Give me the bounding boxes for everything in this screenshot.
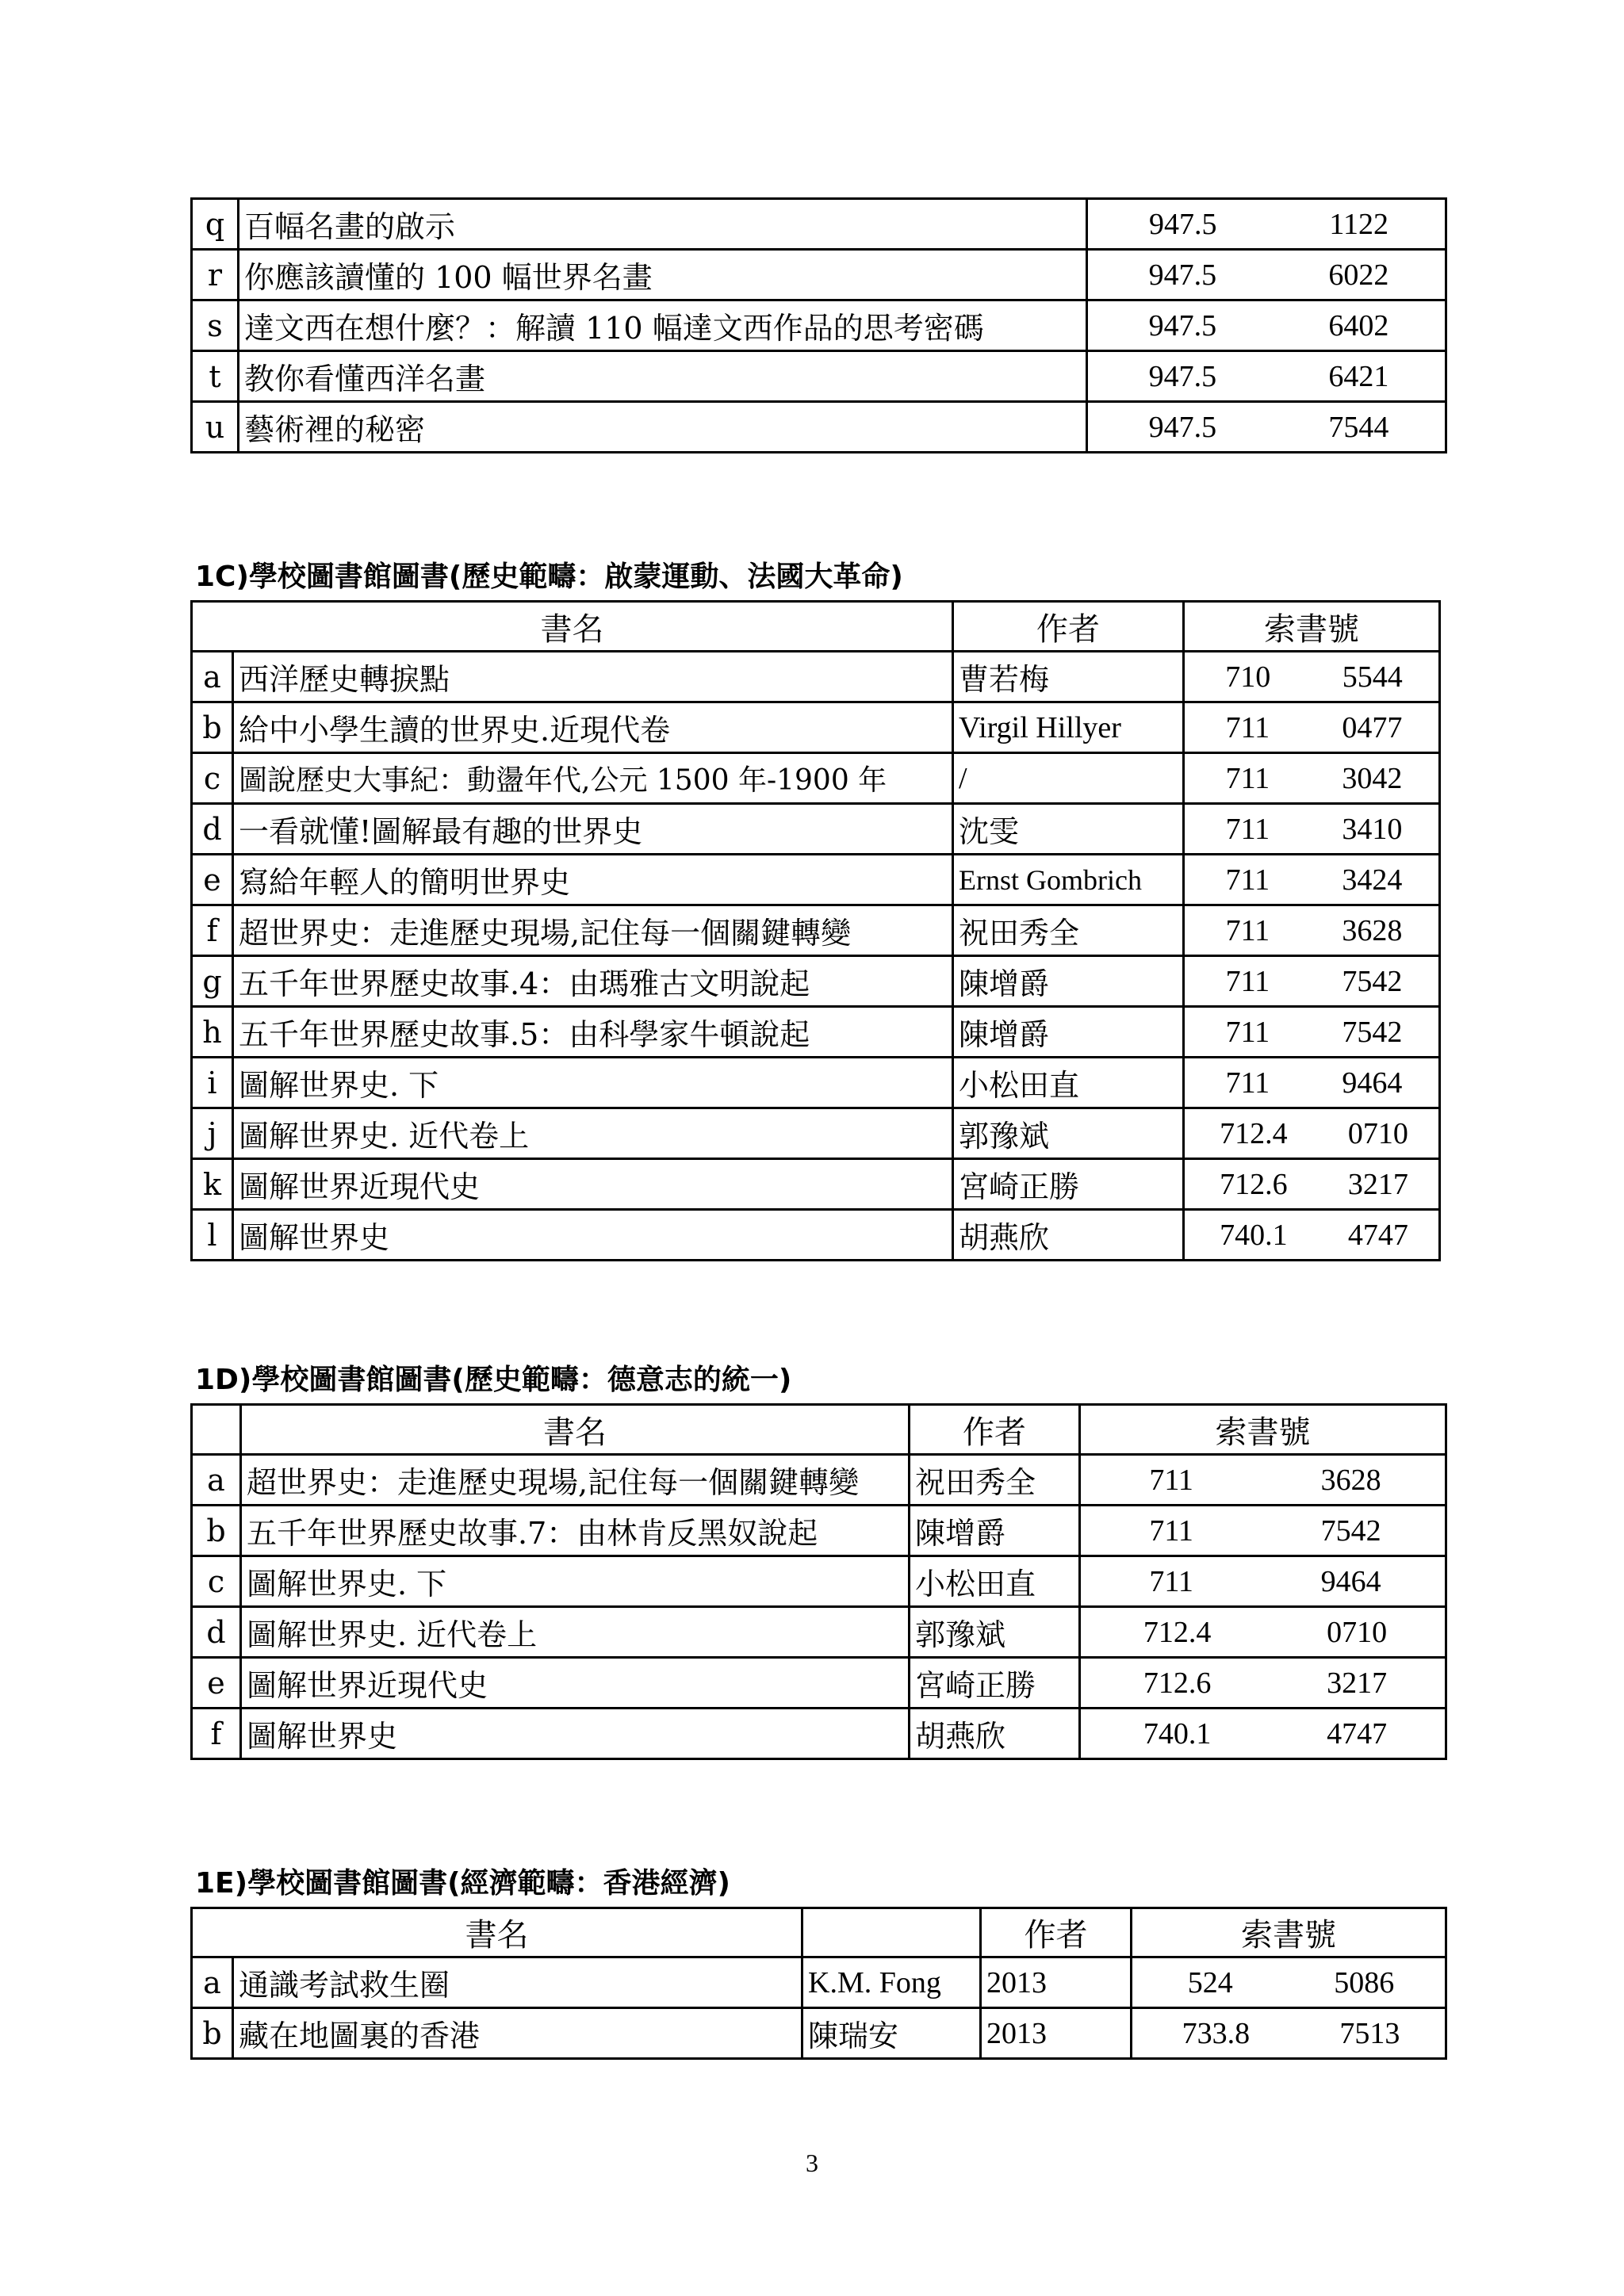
book-number: 5544 bbox=[1342, 660, 1403, 694]
book-number: 3628 bbox=[1320, 1463, 1381, 1497]
book-author: 祝田秀全 bbox=[910, 1455, 1080, 1506]
row-letter: j bbox=[192, 1108, 233, 1159]
header-title: 書名 bbox=[241, 1405, 910, 1455]
row-letter: r bbox=[192, 250, 239, 300]
call-number bbox=[1184, 652, 1440, 702]
row-letter: d bbox=[192, 804, 233, 855]
table-row bbox=[192, 402, 1446, 453]
row-letter: b bbox=[192, 702, 233, 753]
row-letter: b bbox=[192, 2008, 233, 2059]
book-title: 百幅名畫的啟示 bbox=[239, 199, 1087, 250]
book-number: 6421 bbox=[1328, 359, 1389, 393]
row-letter: s bbox=[192, 300, 239, 351]
table-row bbox=[192, 1108, 1440, 1159]
call-number bbox=[1184, 702, 1440, 753]
book-number: 3217 bbox=[1327, 1666, 1388, 1700]
class-number: 733.8 bbox=[1182, 2016, 1251, 2050]
book-title: 藏在地圖裏的香港 bbox=[233, 2008, 802, 2059]
book-title: 圖解世界史. 下 bbox=[233, 1058, 953, 1108]
header-author: 作者 bbox=[953, 602, 1184, 652]
table-row bbox=[192, 1159, 1440, 1210]
book-title: 超世界史：走進歷史現場,記住每一個關鍵轉變 bbox=[233, 905, 953, 956]
class-number: 711 bbox=[1225, 1015, 1270, 1049]
book-number: 0710 bbox=[1347, 1116, 1408, 1150]
header-blank bbox=[192, 1405, 241, 1455]
call-number bbox=[1087, 402, 1446, 453]
book-title: 圖解世界近現代史 bbox=[241, 1658, 910, 1709]
book-title: 通識考試救生圈 bbox=[233, 1957, 802, 2008]
header-call-number: 索書號 bbox=[1080, 1405, 1446, 1455]
row-letter: h bbox=[192, 1007, 233, 1058]
call-number bbox=[1184, 855, 1440, 905]
book-title: 圖說歷史大事紀：動盪年代,公元 1500 年-1900 年 bbox=[233, 753, 953, 804]
book-number: 3424 bbox=[1342, 863, 1403, 897]
book-title: 寫給年輕人的簡明世界史 bbox=[233, 855, 953, 905]
table-row bbox=[192, 1007, 1440, 1058]
book-title: 五千年世界歷史故事.5：由科學家牛頓說起 bbox=[233, 1007, 953, 1058]
row-letter: e bbox=[192, 855, 233, 905]
book-number: 4747 bbox=[1347, 1218, 1408, 1252]
class-number: 947.5 bbox=[1148, 359, 1217, 393]
row-letter: d bbox=[192, 1607, 241, 1658]
call-number bbox=[1184, 1210, 1440, 1261]
book-author: Ernst Gombrich bbox=[953, 855, 1184, 905]
book-title: 圖解世界史 bbox=[241, 1709, 910, 1759]
book-title: 五千年世界歷史故事.7：由林肯反黑奴說起 bbox=[241, 1506, 910, 1556]
book-number: 9464 bbox=[1342, 1066, 1403, 1100]
call-number bbox=[1184, 1108, 1440, 1159]
book-author: 陳增爵 bbox=[953, 1007, 1184, 1058]
class-number: 711 bbox=[1225, 964, 1270, 998]
header-blank bbox=[802, 1908, 981, 1957]
table-row bbox=[192, 199, 1446, 250]
table-row bbox=[192, 1607, 1446, 1658]
table-row bbox=[192, 1709, 1446, 1759]
class-number: 711 bbox=[1225, 1066, 1270, 1100]
header-call-number: 索書號 bbox=[1132, 1908, 1446, 1957]
table-1e bbox=[190, 1907, 1447, 2060]
book-number: 7542 bbox=[1342, 964, 1403, 998]
table-row bbox=[192, 250, 1446, 300]
table-row bbox=[192, 1455, 1446, 1506]
book-number: 7542 bbox=[1320, 1513, 1381, 1548]
book-number: 3042 bbox=[1342, 761, 1403, 795]
book-year: 2013 bbox=[981, 2008, 1132, 2059]
call-number bbox=[1132, 2008, 1446, 2059]
book-number: 7544 bbox=[1328, 410, 1389, 444]
book-title: 你應該讀懂的 100 幅世界名畫 bbox=[239, 250, 1087, 300]
table-q-u bbox=[190, 197, 1447, 453]
call-number bbox=[1184, 1058, 1440, 1108]
book-number: 3410 bbox=[1342, 812, 1403, 846]
table-header-row bbox=[192, 1908, 1446, 1957]
call-number bbox=[1087, 250, 1446, 300]
row-letter: a bbox=[192, 652, 233, 702]
class-number: 712.4 bbox=[1220, 1116, 1288, 1150]
row-letter: a bbox=[192, 1455, 241, 1506]
page-number: 3 bbox=[806, 2149, 818, 2177]
book-number: 0710 bbox=[1327, 1615, 1388, 1649]
book-number: 3628 bbox=[1342, 913, 1403, 947]
class-number: 711 bbox=[1149, 1463, 1193, 1497]
table-row bbox=[192, 1506, 1446, 1556]
header-author: 作者 bbox=[910, 1405, 1080, 1455]
book-number: 6402 bbox=[1328, 308, 1389, 342]
table-row bbox=[192, 702, 1440, 753]
row-letter: t bbox=[192, 351, 239, 402]
book-number: 5086 bbox=[1334, 1965, 1395, 1999]
table-row bbox=[192, 1957, 1446, 2008]
table-header-row bbox=[192, 602, 1440, 652]
class-number: 711 bbox=[1225, 812, 1270, 846]
table-row bbox=[192, 753, 1440, 804]
book-author: 宮崎正勝 bbox=[953, 1159, 1184, 1210]
table-row bbox=[192, 2008, 1446, 2059]
book-author: 陳增爵 bbox=[910, 1506, 1080, 1556]
class-number: 947.5 bbox=[1148, 308, 1217, 342]
book-number: 4747 bbox=[1327, 1716, 1388, 1751]
table-row bbox=[192, 1058, 1440, 1108]
book-title: 圖解世界史. 近代卷上 bbox=[233, 1108, 953, 1159]
class-number: 711 bbox=[1149, 1513, 1193, 1548]
table-row bbox=[192, 1658, 1446, 1709]
call-number bbox=[1080, 1455, 1446, 1506]
class-number: 712.4 bbox=[1143, 1615, 1212, 1649]
book-number: 7542 bbox=[1342, 1015, 1403, 1049]
call-number bbox=[1184, 1007, 1440, 1058]
book-title: 圖解世界史. 近代卷上 bbox=[241, 1607, 910, 1658]
book-title: 圖解世界史. 下 bbox=[241, 1556, 910, 1607]
book-author: 陳瑞安 bbox=[802, 2008, 981, 2059]
book-title: 達文西在想什麼？：解讀 110 幅達文西作品的思考密碼 bbox=[239, 300, 1087, 351]
book-number: 3217 bbox=[1347, 1167, 1408, 1201]
call-number bbox=[1184, 753, 1440, 804]
table-1c bbox=[190, 600, 1441, 1261]
class-number: 740.1 bbox=[1220, 1218, 1288, 1252]
book-author: 胡燕欣 bbox=[953, 1210, 1184, 1261]
book-number: 0477 bbox=[1342, 710, 1403, 744]
book-author: / bbox=[953, 753, 1184, 804]
call-number bbox=[1184, 905, 1440, 956]
class-number: 711 bbox=[1225, 761, 1270, 795]
call-number bbox=[1132, 1957, 1446, 2008]
row-letter: l bbox=[192, 1210, 233, 1261]
class-number: 711 bbox=[1149, 1564, 1193, 1598]
book-author: 沈雯 bbox=[953, 804, 1184, 855]
row-letter: e bbox=[192, 1658, 241, 1709]
row-letter: b bbox=[192, 1506, 241, 1556]
row-letter: a bbox=[192, 1957, 233, 2008]
header-author: 作者 bbox=[981, 1908, 1132, 1957]
book-author: Virgil Hillyer bbox=[953, 702, 1184, 753]
book-title: 給中小學生讀的世界史.近現代卷 bbox=[233, 702, 953, 753]
book-author: 祝田秀全 bbox=[953, 905, 1184, 956]
book-title: 圖解世界史 bbox=[233, 1210, 953, 1261]
row-letter: c bbox=[192, 1556, 241, 1607]
row-letter: f bbox=[192, 1709, 241, 1759]
book-author: 郭豫斌 bbox=[910, 1607, 1080, 1658]
book-author: 宮崎正勝 bbox=[910, 1658, 1080, 1709]
book-title: 圖解世界近現代史 bbox=[233, 1159, 953, 1210]
book-title: 西洋歷史轉捩點 bbox=[233, 652, 953, 702]
class-number: 711 bbox=[1225, 863, 1270, 897]
header-title: 書名 bbox=[192, 602, 953, 652]
book-author: 曹若梅 bbox=[953, 652, 1184, 702]
table-header-row bbox=[192, 1405, 1446, 1455]
call-number bbox=[1087, 300, 1446, 351]
row-letter: q bbox=[192, 199, 239, 250]
section-title-1d: 1D)學校圖書館圖書(歷史範疇：德意志的統一) bbox=[195, 1364, 792, 1396]
call-number bbox=[1087, 199, 1446, 250]
class-number: 947.5 bbox=[1148, 410, 1217, 444]
row-letter: f bbox=[192, 905, 233, 956]
call-number bbox=[1184, 804, 1440, 855]
book-title: 超世界史：走進歷史現場,記住每一個關鍵轉變 bbox=[241, 1455, 910, 1506]
call-number bbox=[1080, 1556, 1446, 1607]
table-row bbox=[192, 804, 1440, 855]
book-title: 一看就懂!圖解最有趣的世界史 bbox=[233, 804, 953, 855]
table-1d bbox=[190, 1403, 1447, 1760]
section-title-1c: 1C)學校圖書館圖書(歷史範疇：啟蒙運動、法國大革命) bbox=[195, 561, 903, 593]
table-row bbox=[192, 1556, 1446, 1607]
row-letter: g bbox=[192, 956, 233, 1007]
book-number: 1122 bbox=[1329, 207, 1389, 241]
book-title: 藝術裡的秘密 bbox=[239, 402, 1087, 453]
table-row bbox=[192, 855, 1440, 905]
row-letter: u bbox=[192, 402, 239, 453]
row-letter: i bbox=[192, 1058, 233, 1108]
header-call-number: 索書號 bbox=[1184, 602, 1440, 652]
call-number bbox=[1080, 1607, 1446, 1658]
book-author: 胡燕欣 bbox=[910, 1709, 1080, 1759]
class-number: 712.6 bbox=[1143, 1666, 1212, 1700]
table-row bbox=[192, 351, 1446, 402]
call-number bbox=[1080, 1506, 1446, 1556]
row-letter: k bbox=[192, 1159, 233, 1210]
class-number: 710 bbox=[1225, 660, 1271, 694]
class-number: 524 bbox=[1187, 1965, 1233, 1999]
row-letter: c bbox=[192, 753, 233, 804]
book-number: 7513 bbox=[1339, 2016, 1400, 2050]
class-number: 712.6 bbox=[1220, 1167, 1288, 1201]
book-author: 郭豫斌 bbox=[953, 1108, 1184, 1159]
header-title: 書名 bbox=[192, 1908, 802, 1957]
table-row bbox=[192, 956, 1440, 1007]
book-author: 陳增爵 bbox=[953, 956, 1184, 1007]
call-number bbox=[1087, 351, 1446, 402]
section-title-1e: 1E)學校圖書館圖書(經濟範疇：香港經濟) bbox=[195, 1867, 731, 1900]
table-row bbox=[192, 1210, 1440, 1261]
book-title: 五千年世界歷史故事.4：由瑪雅古文明說起 bbox=[233, 956, 953, 1007]
call-number bbox=[1184, 956, 1440, 1007]
book-year: 2013 bbox=[981, 1957, 1132, 2008]
book-number: 6022 bbox=[1328, 258, 1389, 292]
book-author: K.M. Fong bbox=[802, 1957, 981, 2008]
book-title: 教你看懂西洋名畫 bbox=[239, 351, 1087, 402]
call-number bbox=[1080, 1709, 1446, 1759]
call-number bbox=[1080, 1658, 1446, 1709]
book-author: 小松田直 bbox=[953, 1058, 1184, 1108]
class-number: 947.5 bbox=[1148, 258, 1217, 292]
table-row bbox=[192, 300, 1446, 351]
book-number: 9464 bbox=[1320, 1564, 1381, 1598]
class-number: 711 bbox=[1225, 710, 1270, 744]
table-row bbox=[192, 905, 1440, 956]
class-number: 711 bbox=[1225, 913, 1270, 947]
class-number: 740.1 bbox=[1143, 1716, 1212, 1751]
call-number bbox=[1184, 1159, 1440, 1210]
book-author: 小松田直 bbox=[910, 1556, 1080, 1607]
class-number: 947.5 bbox=[1148, 207, 1217, 241]
table-row bbox=[192, 652, 1440, 702]
